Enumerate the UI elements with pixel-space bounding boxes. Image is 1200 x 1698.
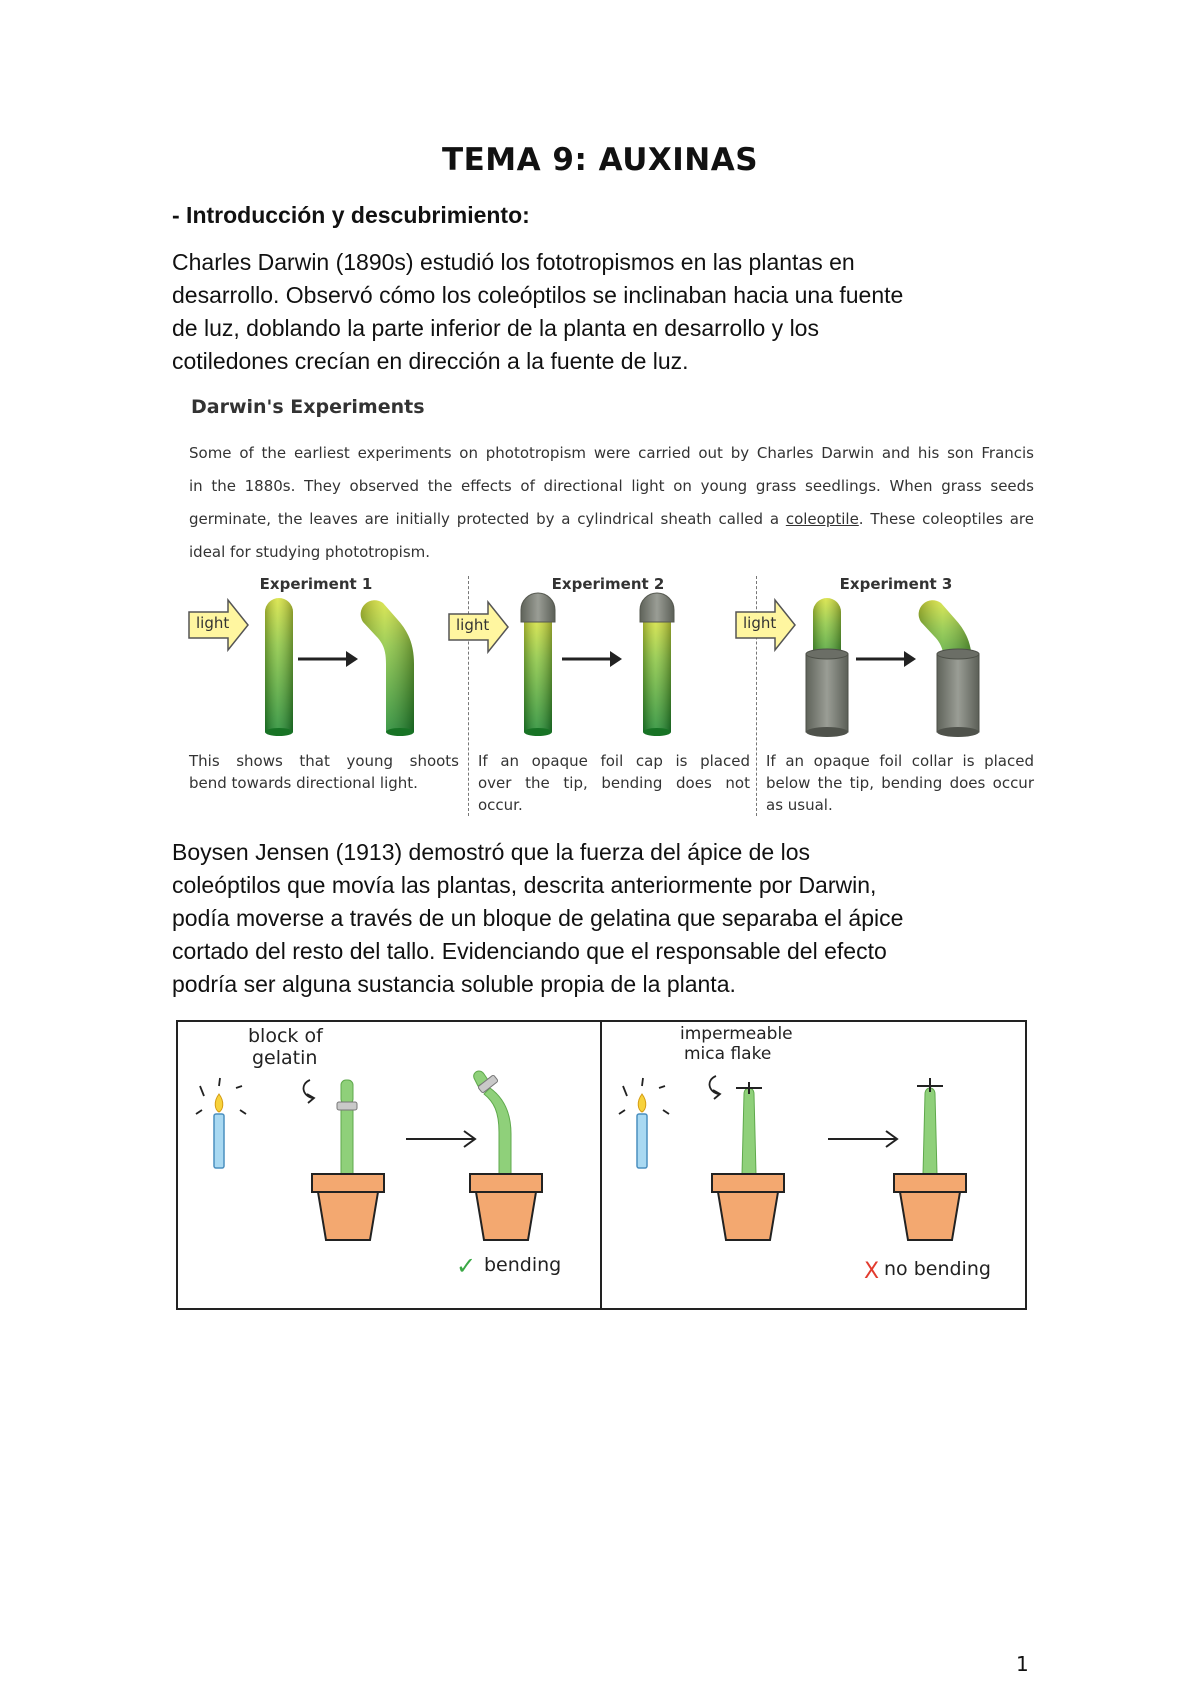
page-title: TEMA 9: AUXINAS	[441, 142, 759, 178]
paragraph-darwin	[172, 246, 1072, 378]
caption-line: If an opaque foil collar is placed	[766, 752, 1034, 770]
plant-pot-straight-with-mica-icon	[894, 1078, 966, 1240]
darwin-experiments-figure	[186, 392, 1036, 822]
figure-title: Darwin's Experiments	[191, 396, 425, 418]
paragraph-line: podía moverse a través de un bloque de gelatina que separaba el ápice	[172, 905, 904, 931]
figure-text-line: ideal for studying phototropism.	[189, 543, 431, 561]
label-line: mica flake	[684, 1044, 772, 1064]
light-label: light	[743, 614, 777, 632]
arrow-icon	[298, 651, 358, 667]
label-line: gelatin	[252, 1047, 318, 1069]
shoot-bent-icon	[361, 600, 414, 736]
experiment-1-title: Experiment 1	[259, 575, 373, 593]
arrow-icon	[562, 651, 622, 667]
annotation-pointer-icon	[304, 1080, 314, 1103]
darwin-experiments-diagram	[186, 592, 1036, 752]
caption-line: If an opaque foil cap is placed	[478, 752, 750, 770]
no-bending-label: no bending	[884, 1258, 991, 1280]
plant-pot-with-mica-icon	[712, 1082, 784, 1240]
figure-intro-text	[189, 437, 1034, 569]
shoot-with-collar-icon	[806, 598, 848, 737]
mica-flake-label	[680, 1024, 793, 1064]
paragraph-line: Boysen Jensen (1913) demostró que la fuerza del ápice de los	[172, 839, 811, 865]
section-heading: - Introducción y descubrimiento:	[172, 202, 530, 228]
boysen-jensen-figure	[176, 1020, 1027, 1310]
paragraph-line: desarrollo. Observó cómo los coleóptilos se inclinaban hacia una fuente	[172, 282, 904, 308]
check-mark-icon	[456, 1252, 476, 1280]
experiment-1-caption	[189, 750, 459, 794]
candle-icon	[619, 1078, 669, 1168]
figure-text-line	[189, 503, 1034, 536]
experiment-3-title: Experiment 3	[839, 575, 953, 593]
shoot-straight-icon	[265, 598, 293, 736]
paragraph-line: cortado del resto del tallo. Evidenciando que el responsable del efecto	[172, 938, 887, 964]
caption-line: bend towards directional light.	[189, 774, 418, 792]
caption-line: occur.	[478, 796, 523, 814]
caption-line: This shows that young shoots	[189, 752, 459, 770]
paragraph-line: Charles Darwin (1890s) estudió los fototropismos en las plantas en	[172, 249, 855, 275]
candle-icon	[196, 1078, 246, 1168]
paragraph-line: podría ser alguna sustancia soluble propia de la planta.	[172, 971, 736, 997]
label-line: impermeable	[680, 1024, 793, 1044]
experiment-3-caption	[766, 750, 1034, 816]
experiment-2-title: Experiment 2	[551, 575, 665, 593]
x-mark-icon	[864, 1259, 879, 1284]
gelatin-label	[248, 1025, 323, 1069]
paragraph-line: cotiledones crecían en dirección a la fuente de luz.	[172, 348, 689, 374]
light-label: light	[456, 616, 490, 634]
experiment-2-caption	[478, 750, 750, 816]
plant-pot-with-gelatin-icon	[312, 1080, 384, 1240]
arrow-icon	[856, 651, 916, 667]
shoot-with-cap-icon	[640, 593, 674, 736]
figure-text-line: Some of the earliest experiments on phototropism were carried out by Charles Darwin and his son Francis	[189, 444, 1034, 462]
paragraph-line: coleóptilos que movía las plantas, descrita anteriormente por Darwin,	[172, 872, 877, 898]
caption-line: over the tip, bending does not	[478, 774, 750, 792]
annotation-pointer-icon	[710, 1076, 720, 1099]
figure-text-part: germinate, the leaves are initially protected by a cylindrical sheath called a	[189, 510, 780, 528]
light-label: light	[196, 614, 230, 632]
label-line: block of	[248, 1025, 323, 1047]
caption-line: below the tip, bending does occur	[766, 774, 1034, 792]
svg-text:✓: ✓	[456, 1252, 477, 1280]
plant-pot-bent-icon	[470, 1071, 542, 1240]
arrow-icon	[828, 1131, 897, 1147]
shoot-bent-with-collar-icon	[919, 600, 979, 737]
shoot-with-cap-icon	[521, 593, 555, 736]
arrow-icon	[406, 1131, 475, 1147]
figure-text-part: . These coleoptiles are	[858, 510, 1034, 528]
figure-text-line: in the 1880s. They observed the effects of directional light on young grass seedlings. When grass seeds	[189, 477, 1034, 495]
svg-text:X: X	[864, 1259, 880, 1284]
coleoptile-term: coleoptile	[785, 510, 859, 528]
caption-line: as usual.	[766, 796, 833, 814]
paragraph-line: de luz, doblando la parte inferior de la planta en desarrollo y los	[172, 315, 819, 341]
page-number: 1	[1016, 1652, 1029, 1676]
bending-label: bending	[484, 1254, 562, 1276]
paragraph-boysen-jensen	[172, 836, 1072, 1001]
